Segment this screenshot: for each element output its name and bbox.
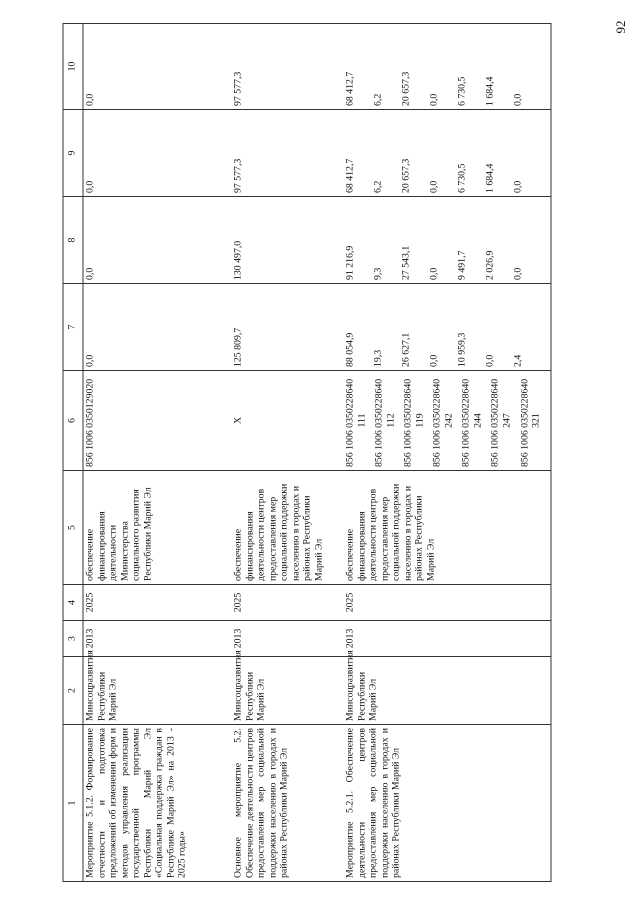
table-row — [83, 23, 231, 881]
end-year: 2025 — [83, 584, 231, 620]
value: 27 543,1 — [400, 245, 411, 280]
value: 1 684,4 — [484, 163, 495, 193]
value: 0,0 — [84, 93, 95, 106]
value: 2,4 — [512, 354, 523, 367]
rotated-table-area — [62, 24, 577, 882]
value: 91 216,9 — [344, 245, 355, 280]
budget-code: 856 1006 0350228640 — [344, 378, 355, 467]
value-col-7 — [343, 283, 551, 370]
budget-code: 856 1006 0350228640 — [402, 378, 414, 467]
value: 20 657,3 — [400, 158, 411, 193]
budget-code: 856 1006 0350228640 — [489, 378, 501, 467]
value: 9,3 — [372, 267, 383, 280]
executor: Минсоцразвития Республики Марий Эл — [83, 656, 231, 724]
header-col-8: 8 — [63, 196, 83, 283]
executor: Минсоцразвития Республики Марий Эл — [231, 656, 343, 724]
value-col-8 — [231, 196, 343, 283]
budget-code-line — [373, 374, 396, 467]
value: 20 657,3 — [400, 71, 411, 106]
value: 10 959,3 — [456, 332, 467, 367]
value-col-9 — [343, 109, 551, 196]
value: 125 809,7 — [232, 327, 243, 367]
start-year: 2013 — [343, 620, 551, 656]
start-year: 2013 — [83, 620, 231, 656]
table-row — [343, 23, 551, 881]
expected-result: обеспечение финансирования деятельности центров предоставления мер социальной поддержки населению в городах и районах Республики Марий Эл — [343, 470, 551, 584]
value: 0,0 — [428, 354, 439, 367]
header-col-7: 7 — [63, 283, 83, 370]
value: 19,3 — [372, 349, 383, 367]
budget-code-line — [489, 374, 512, 467]
value: 0,0 — [484, 354, 495, 367]
budget-code-cell — [83, 370, 231, 470]
budget-code-line — [344, 374, 367, 467]
budget-code-suffix: 244 — [471, 412, 483, 428]
budget-code: 856 1006 0350228640 — [431, 378, 443, 467]
value: 6,2 — [372, 93, 383, 106]
budget-code-line — [431, 374, 454, 467]
executor: Минсоцразвития Республики Марий Эл — [343, 656, 551, 724]
end-year: 2025 — [343, 584, 551, 620]
budget-code-line — [460, 374, 483, 467]
value: 6 730,5 — [456, 163, 467, 193]
value: 0,0 — [512, 93, 523, 106]
value: 97 577,3 — [232, 158, 243, 193]
value: 0,0 — [512, 180, 523, 193]
value: 97 577,3 — [232, 71, 243, 106]
value: 0,0 — [84, 354, 95, 367]
column-number-header — [63, 23, 83, 881]
header-col-1: 1 — [63, 724, 83, 881]
header-col-6: 6 — [63, 370, 83, 470]
header-col-4: 4 — [63, 584, 83, 620]
budget-code: 856 1006 0350228640 — [518, 378, 530, 467]
value: 0,0 — [428, 267, 439, 280]
budget-code-line — [402, 374, 425, 467]
value-col-10 — [83, 23, 231, 109]
value: 0,0 — [84, 180, 95, 193]
expected-result: обеспечение финансирования деятельности центров предоставления мер социальной поддержки населению в городах и районах Республики Марий Эл — [231, 470, 343, 584]
value-col-10 — [231, 23, 343, 109]
header-col-5: 5 — [63, 470, 83, 584]
page-number: 92 — [613, 20, 628, 34]
budget-code-suffix: 321 — [530, 412, 542, 428]
value: 0,0 — [428, 180, 439, 193]
value: 0,0 — [428, 93, 439, 106]
value-col-8 — [83, 196, 231, 283]
value: 1 684,4 — [484, 76, 495, 106]
budget-code: X — [232, 416, 243, 424]
value-col-9 — [83, 109, 231, 196]
budget-code-suffix: 112 — [384, 412, 396, 428]
budget-code-cell — [231, 370, 343, 470]
value: 68 412,7 — [344, 158, 355, 193]
header-col-10: 10 — [63, 23, 83, 109]
value: 6 730,5 — [456, 76, 467, 106]
activity-name: Мероприятие 5.1.2. Формирование отчетности и подготовка предложений об изменении форм и методов управления реализации государственной программы Республики Марий Эл «Социальная поддержка граждан в Республике Марий Эл» на 2013 - 2025 годы» — [83, 724, 231, 881]
header-col-2: 2 — [63, 656, 83, 724]
budget-code-suffix: 247 — [501, 412, 513, 428]
value-col-8 — [343, 196, 551, 283]
activity-name: Основное мероприятие 5.2. Обеспечение деятельности центров предоставления мер социальной поддержки населению в городах и районах Республики Марий Эл — [231, 724, 343, 881]
table-row — [231, 23, 343, 881]
budget-code-cell — [343, 370, 551, 470]
value-col-7 — [231, 283, 343, 370]
budget-code-suffix: 111 — [355, 413, 367, 427]
program-table — [62, 23, 551, 882]
value: 9 491,7 — [456, 250, 467, 280]
end-year: 2025 — [231, 584, 343, 620]
budget-code: 856 1006 0350228640 — [460, 378, 472, 467]
value: 68 412,7 — [344, 71, 355, 106]
value: 0,0 — [512, 267, 523, 280]
value: 2 026,9 — [484, 250, 495, 280]
budget-code-suffix: 242 — [442, 412, 454, 428]
value: 130 497,0 — [232, 240, 243, 280]
value-col-7 — [83, 283, 231, 370]
budget-code: 856 1006 0350129020 — [84, 378, 95, 467]
budget-code: 856 1006 0350228640 — [373, 378, 385, 467]
value: 6,2 — [372, 180, 383, 193]
value: 88 054,9 — [344, 332, 355, 367]
header-col-3: 3 — [63, 620, 83, 656]
header-col-9: 9 — [63, 109, 83, 196]
budget-code-line — [519, 374, 542, 467]
value-col-9 — [231, 109, 343, 196]
value: 26 627,1 — [400, 332, 411, 367]
value: 0,0 — [84, 267, 95, 280]
start-year: 2013 — [231, 620, 343, 656]
activity-name: Мероприятие 5.2.1. Обеспечение деятельности центров предоставления мер социальной поддержки населению в городах и районах Республики Марий Эл — [343, 724, 551, 881]
value-col-10 — [343, 23, 551, 109]
expected-result: обеспечение финансирования деятельности Министерства социального развития Республики Марий Эл — [83, 470, 231, 584]
budget-code-suffix: 119 — [413, 412, 425, 428]
